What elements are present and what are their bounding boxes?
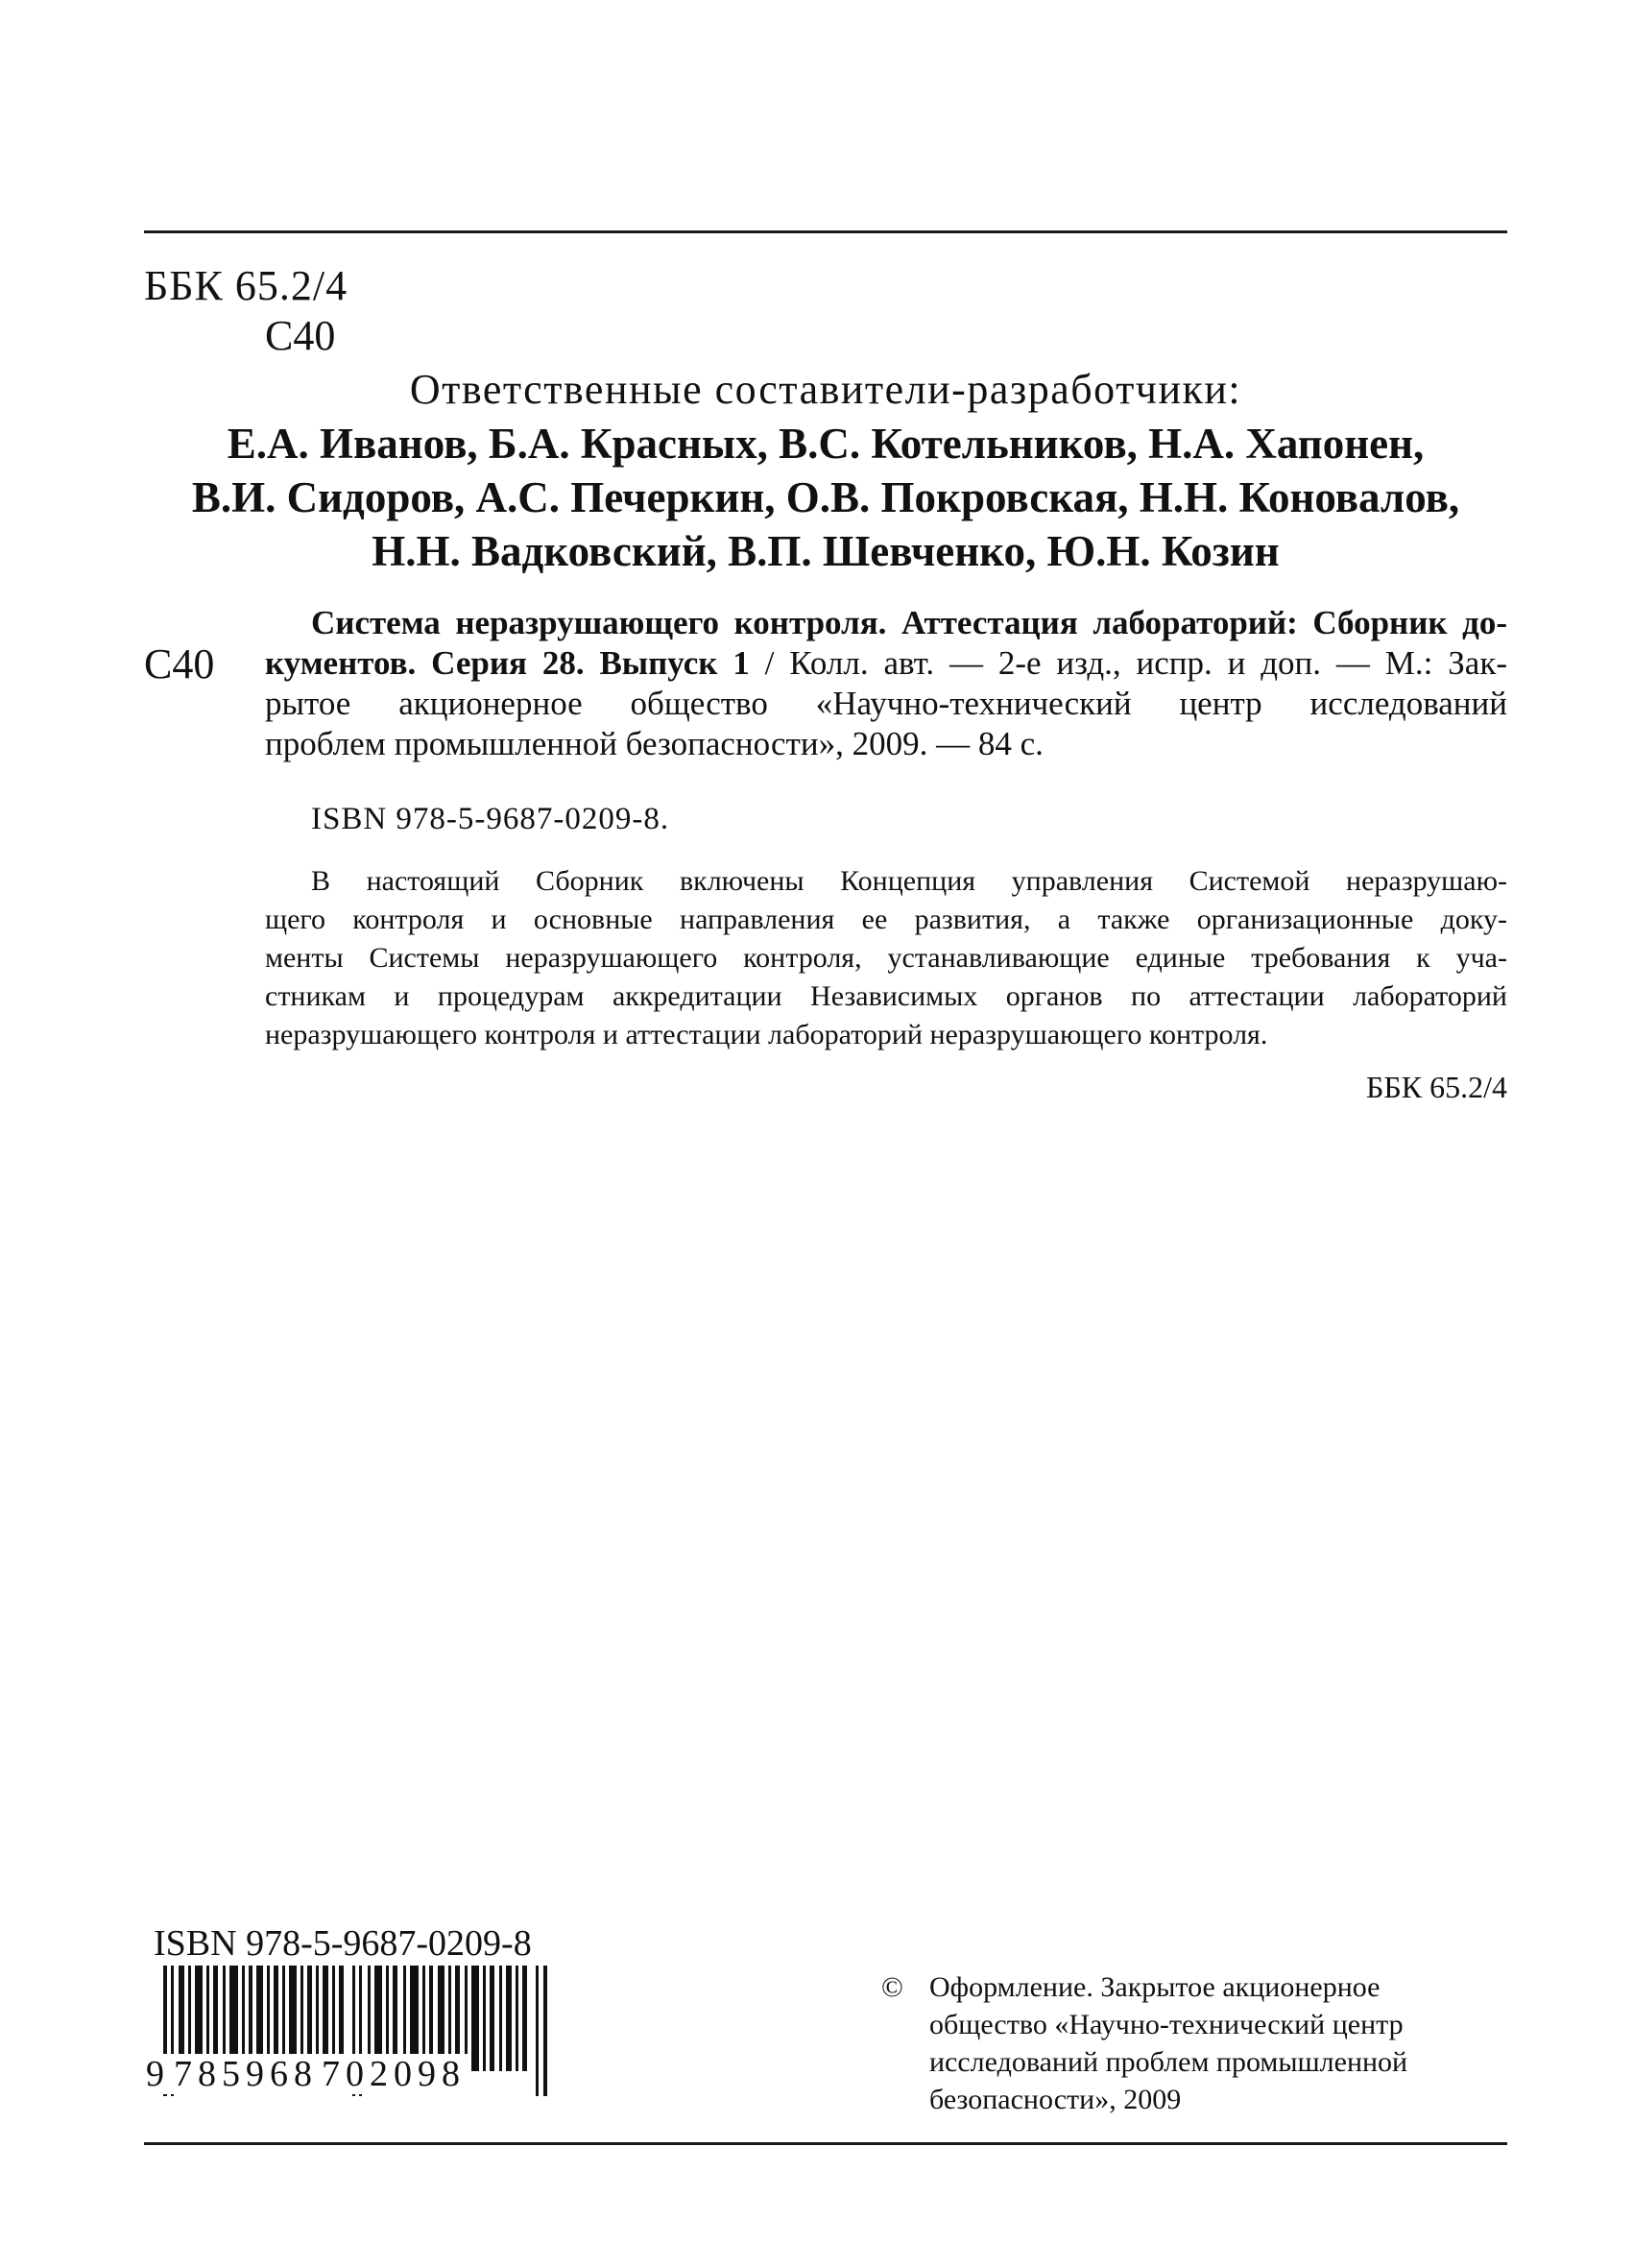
barcode-digit-group: 702098 bbox=[322, 2054, 466, 2094]
copyright-line: исследований проблем промышленной bbox=[929, 2046, 1408, 2078]
top-rule bbox=[144, 230, 1507, 233]
bibliographic-entry bbox=[265, 603, 1507, 764]
bib-line: рытое акционерное общество «Научно-технический центр исследований bbox=[265, 685, 1507, 722]
copyright-line: безопасности», 2009 bbox=[929, 2084, 1182, 2115]
copyright-notice bbox=[881, 1968, 1515, 2118]
compilers-heading: Ответственные составители-разработчики: bbox=[409, 366, 1242, 413]
bottom-rule bbox=[144, 2142, 1507, 2145]
bib-author-sign: С40 bbox=[144, 640, 215, 688]
authors-line: В.И. Сидоров, А.С. Печеркин, О.В. Покровская, Н.Н. Коновалов, bbox=[191, 473, 1460, 521]
bib-title-part: кументов. Серия 28. Выпуск 1 bbox=[265, 644, 750, 682]
annotation-line: щего контроля и основные направления ее развития, а также организационные доку- bbox=[265, 904, 1507, 935]
author-sign: С40 bbox=[265, 312, 336, 359]
copyright-icon: © bbox=[881, 1971, 903, 2003]
annotation-line: стникам и процедурам аккредитации Независимых органов по аттестации лабораторий bbox=[265, 980, 1507, 1012]
authors-list bbox=[144, 417, 1507, 578]
annotation-line: менты Системы неразрушающего контроля, устанавливающие единые требования к уча- bbox=[265, 942, 1507, 974]
copyright-line: общество «Научно-технический центр bbox=[929, 2009, 1404, 2040]
annotation-line: неразрушающего контроля и аттестации лабораторий неразрушающего контроля. bbox=[265, 1019, 1268, 1050]
bib-line: проблем промышленной безопасности», 2009. — 84 с. bbox=[265, 725, 1044, 762]
copyright-line bbox=[881, 1968, 1515, 2006]
bbk-footer-code: ББК 65.2/4 bbox=[1366, 1070, 1507, 1104]
annotation bbox=[265, 862, 1507, 1054]
authors-line: Н.Н. Вадковский, В.П. Шевченко, Ю.Н. Козин bbox=[372, 527, 1280, 575]
bib-line bbox=[265, 643, 1507, 684]
bib-imprint: / Колл. авт. — 2-е изд., испр. и доп. — М.: Зак- bbox=[749, 644, 1507, 682]
copyright-text: Оформление. Закрытое акционерное bbox=[929, 1971, 1381, 2003]
barcode-digit-group: 785968 bbox=[174, 2054, 318, 2094]
barcode-digit-group: 9 bbox=[146, 2054, 170, 2094]
annotation-line: В настоящий Сборник включены Концепция управления Системой неразрушаю- bbox=[311, 865, 1507, 897]
bib-line bbox=[265, 603, 1507, 643]
isbn-text: ISBN 978-5-9687-0209-8. bbox=[311, 802, 670, 836]
bib-title-part: Система неразрушающего контроля. Аттестация лабораторий: Сборник до- bbox=[311, 604, 1507, 641]
bbk-code: ББК 65.2/4 bbox=[144, 262, 348, 309]
barcode-digits bbox=[144, 2053, 566, 2095]
barcode-isbn-label: ISBN 978-5-9687-0209-8 bbox=[154, 1923, 532, 1964]
authors-line: Е.А. Иванов, Б.А. Красных, В.С. Котельников, Н.А. Хапонен, bbox=[227, 420, 1425, 468]
